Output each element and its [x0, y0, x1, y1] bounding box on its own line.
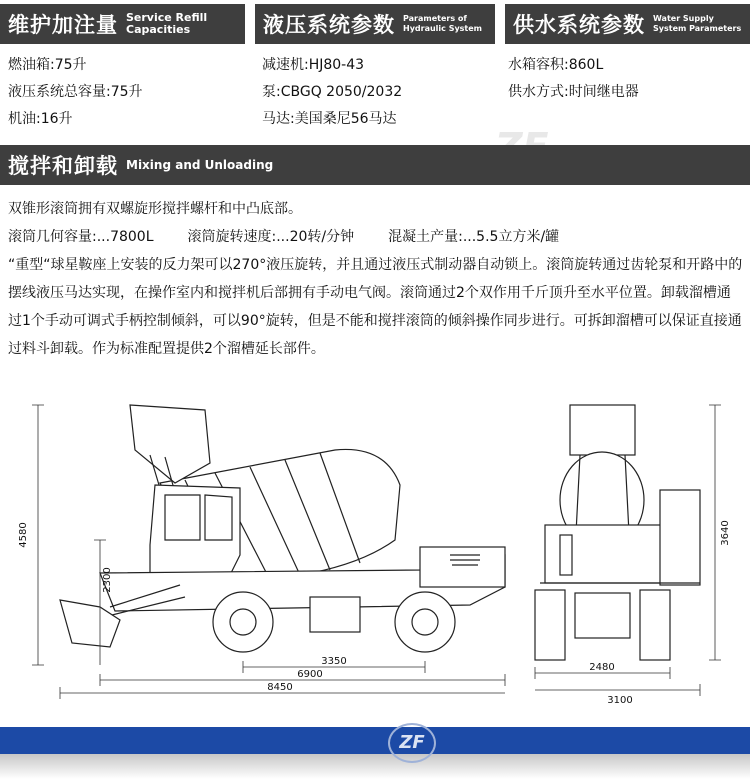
- brand-logo: ZF: [388, 723, 436, 763]
- mixing-description: [8, 195, 743, 363]
- section-title-en: Parameters of Hydraulic System: [403, 14, 483, 33]
- dim-track: 2480: [589, 662, 615, 673]
- refill-item: 燃油箱:75升: [8, 57, 87, 73]
- section-title: 液压系统参数: [263, 13, 395, 37]
- dim-overall-length: 8450: [267, 682, 293, 693]
- water-item: 水箱容积:860L: [508, 57, 604, 73]
- footer-band: [0, 723, 750, 779]
- dim-height-total: 4580: [18, 522, 29, 548]
- section-title: 维护加注量: [8, 13, 118, 37]
- section-title: 供水系统参数: [513, 13, 645, 37]
- refill-item: 液压系统总容量:75升: [8, 84, 143, 100]
- section-header-mixing: [0, 145, 750, 185]
- concrete-output: 混凝土产量:...5.5立方米/罐: [388, 229, 560, 245]
- dimension-drawing: [0, 375, 750, 705]
- dim-wheelbase: 3350: [321, 656, 347, 667]
- section-title-en: Water Supply System Parameters: [653, 14, 742, 33]
- rear-view-truck: [535, 405, 700, 660]
- hydraulic-item: 泵:CBGQ 2050/2032: [262, 84, 403, 100]
- section-header-refill: [0, 4, 245, 44]
- section-title: 搅拌和卸载: [8, 154, 118, 178]
- side-view-truck: [60, 405, 505, 652]
- mixing-line: 双锥形滚筒拥有双螺旋形搅拌螺杆和中凸底部。: [8, 201, 302, 217]
- section-title-en: Mixing and Unloading: [126, 158, 274, 172]
- dim-rear-height: 3640: [720, 520, 731, 546]
- refill-item: 机油:16升: [8, 111, 73, 127]
- hydraulic-item: 马达:美国桑尼56马达: [262, 111, 397, 127]
- drum-capacity: 滚筒几何容量:...7800L: [8, 229, 154, 245]
- section-header-water: [505, 4, 750, 44]
- section-title-en: Service Refill Capacities: [126, 11, 208, 36]
- mixing-quantities: [8, 223, 743, 251]
- hydraulic-item: 减速机:HJ80-43: [262, 57, 365, 73]
- section-header-hydraulic: [255, 4, 495, 44]
- water-item: 供水方式:时间继电器: [508, 84, 639, 100]
- footer-shade: [0, 754, 750, 779]
- mixing-detail: “重型“球星鞍座上安装的反力架可以270°液压旋转，并且通过液压式制动器自动锁上。滚筒旋转通过齿轮泵和开路中的摆线液压马达实现，在操作室内和搅拌机后部拥有手动电气阀。滚筒通过2个双作用千斤顶升至水平位置。卸载溜槽通过1个手动可调式手柄控制倾斜，可以90°旋转，但是不能和搅拌滚筒的倾斜操作同步进行。可拆卸溜槽可以保证直接通过料斗卸载。作为标准配置提供2个溜槽延长部件。: [8, 257, 743, 357]
- drum-speed: 滚筒旋转速度:...20转/分钟: [187, 229, 355, 245]
- dim-overall-width: 3100: [607, 695, 633, 705]
- dim-height-chute: 2300: [102, 567, 113, 593]
- footer-bar: [0, 727, 750, 754]
- dim-body-length: 6900: [297, 669, 323, 680]
